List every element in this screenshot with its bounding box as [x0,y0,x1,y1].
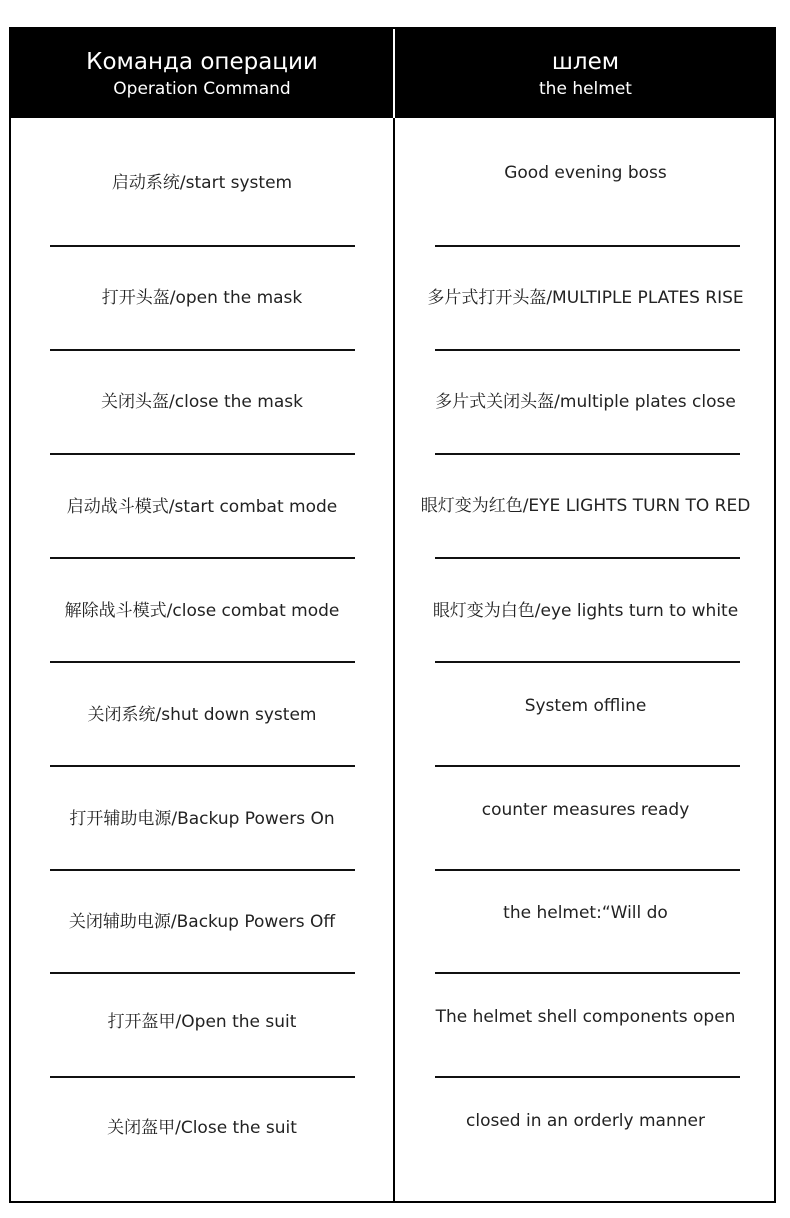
header-left-subtitle: Operation Command [113,78,291,99]
row-divider [50,349,355,351]
response-cell: the helmet:“Will do [503,903,668,923]
row-divider [50,557,355,559]
response-cell: The helmet shell components open [435,1007,736,1027]
row-divider [435,453,740,455]
command-cell: 关闭辅助电源/Backup Powers Off [68,912,336,932]
row-divider [435,1076,740,1078]
row-divider [435,245,740,247]
command-cell: 启动战斗模式/start combat mode [66,497,338,517]
command-cell: 关闭盔甲/Close the suit [107,1118,297,1138]
command-cell: 关闭头盔/close the mask [101,392,303,412]
response-cell: counter measures ready [481,800,690,820]
row-divider [435,557,740,559]
response-cell: 多片式关闭头盔/multiple plates close [435,392,736,412]
table-header [11,29,774,118]
command-table [9,27,776,1203]
row-divider [50,453,355,455]
row-divider [435,972,740,974]
header-right-title: шлем [551,48,620,75]
row-divider [435,349,740,351]
row-divider [435,869,740,871]
command-cell: 解除战斗模式/close combat mode [64,601,340,621]
row-divider [50,765,355,767]
response-cell: 眼灯变为红色/EYE LIGHTS TURN TO RED [420,496,751,516]
response-cell: closed in an orderly manner [466,1111,705,1131]
row-divider [50,1076,355,1078]
header-right-subtitle: the helmet [539,78,632,99]
header-left-title: Команда операции [86,48,318,75]
row-divider [50,245,355,247]
row-divider [50,972,355,974]
command-column [11,118,393,1201]
response-cell: System offline [524,696,647,716]
row-divider [50,661,355,663]
command-cell: 打开盔甲/Open the suit [107,1012,297,1032]
header-helmet [395,29,776,118]
header-operation-command [11,29,393,118]
response-cell: 多片式打开头盔/MULTIPLE PLATES RISE [427,288,744,308]
helmet-response-column [395,118,776,1201]
command-cell: 关闭系统/shut down system [87,705,317,725]
row-divider [50,869,355,871]
response-cell: 眼灯变为白色/eye lights turn to white [432,601,739,621]
response-cell: Good evening boss [504,163,667,183]
command-cell: 打开辅助电源/Backup Powers On [69,809,335,829]
row-divider [435,661,740,663]
row-divider [435,765,740,767]
command-cell: 启动系统/start system [111,173,293,193]
command-cell: 打开头盔/open the mask [101,288,303,308]
